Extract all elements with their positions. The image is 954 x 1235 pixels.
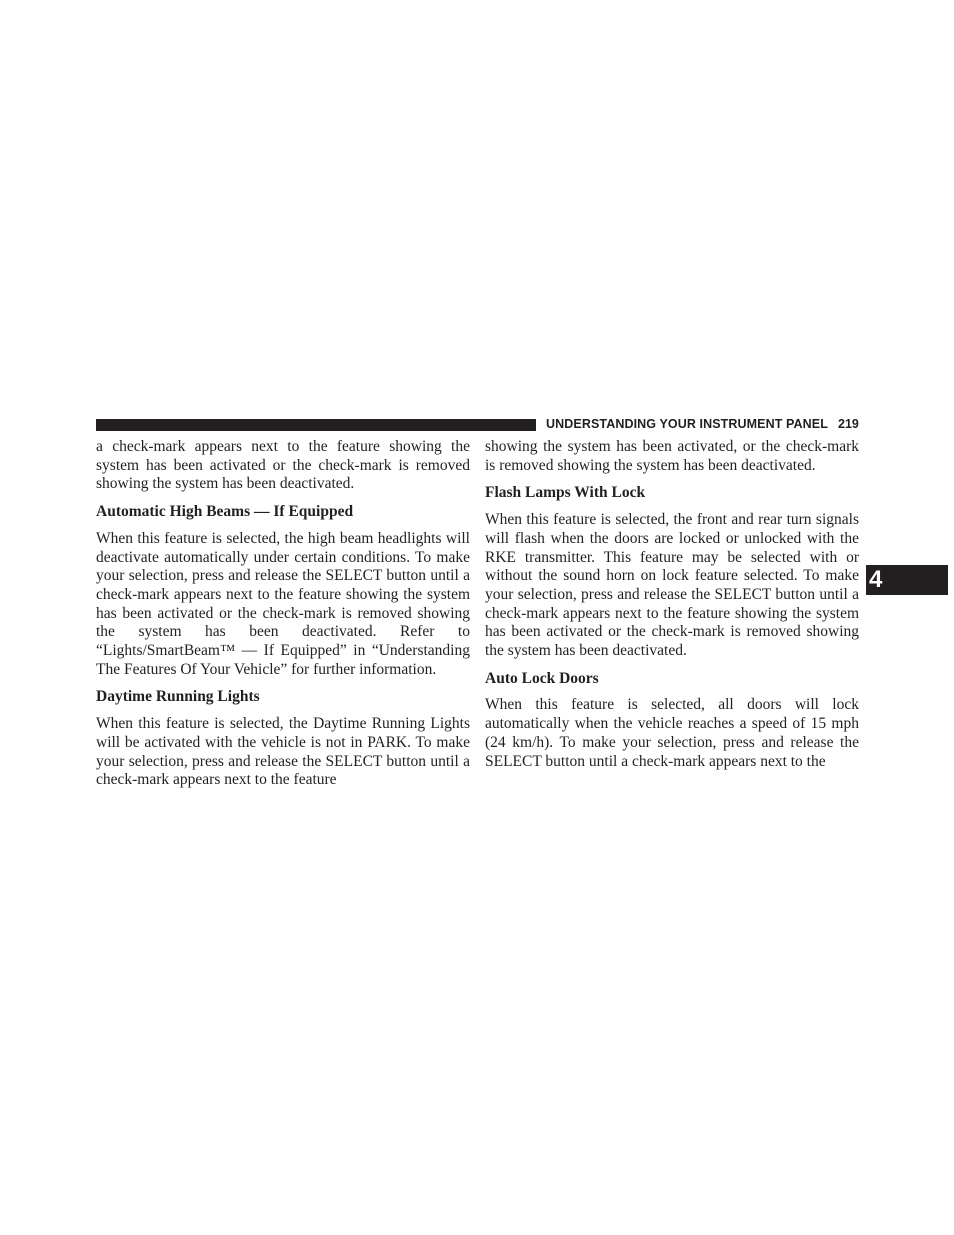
- heading-daytime-running-lights: Daytime Running Lights: [96, 688, 260, 706]
- heading-flash-lamps-with-lock: Flash Lamps With Lock: [485, 484, 646, 502]
- left-intro-paragraph: a check-mark appears next to the feature showing the system has been activated or the check-mark is removed showing the system has been deactivated.: [96, 438, 470, 493]
- paragraph-auto-lock-doors: When this feature is selected, all doors will lock automatically when the vehicle reaches a speed of 15 mph (24 km/h). To make your selection, press and release the SELECT button until a check-mark appears next to the: [485, 696, 859, 770]
- right-intro-paragraph: showing the system has been activated, or the check-mark is removed showing the system has been deactivated.: [485, 438, 859, 474]
- heading-automatic-high-beams: Automatic High Beams — If Equipped: [96, 503, 354, 521]
- page-number: 219: [838, 417, 859, 431]
- right-column: [485, 438, 859, 771]
- paragraph-daytime-running-lights: When this feature is selected, the Daytime Running Lights will be activated with the vehicle is not in PARK. To make your selection, press and release the SELECT button until a check-mark appears next to the feature: [96, 715, 470, 789]
- paragraph-flash-lamps-with-lock: When this feature is selected, the front and rear turn signals will flash when the doors are locked or unlocked with the RKE transmitter. This feature may be selected with or without the sound horn on lock feature selected. To make your selection, press and release the SELECT button until a check-mark appears next to the feature showing the system has been activated or the check-mark is removed showing the system has been deactivated.: [485, 511, 859, 660]
- left-column: [96, 438, 470, 790]
- chapter-tab-label: 4: [869, 566, 883, 593]
- section-title: UNDERSTANDING YOUR INSTRUMENT PANEL: [546, 417, 828, 431]
- paragraph-automatic-high-beams: When this feature is selected, the high beam headlights will deactivate automatically under certain conditions. To make your selection, press and release the SELECT button until a check-mark appears next to the feature showing the system has been activated or the check-mark is removed showing the system has been deactivated. Refer to “Lights/SmartBeam™ — If Equipped” in “Understanding The Features Of Your Vehicle” for further information.: [96, 529, 470, 678]
- heading-auto-lock-doors: Auto Lock Doors: [485, 669, 599, 687]
- header-rule: [96, 419, 536, 431]
